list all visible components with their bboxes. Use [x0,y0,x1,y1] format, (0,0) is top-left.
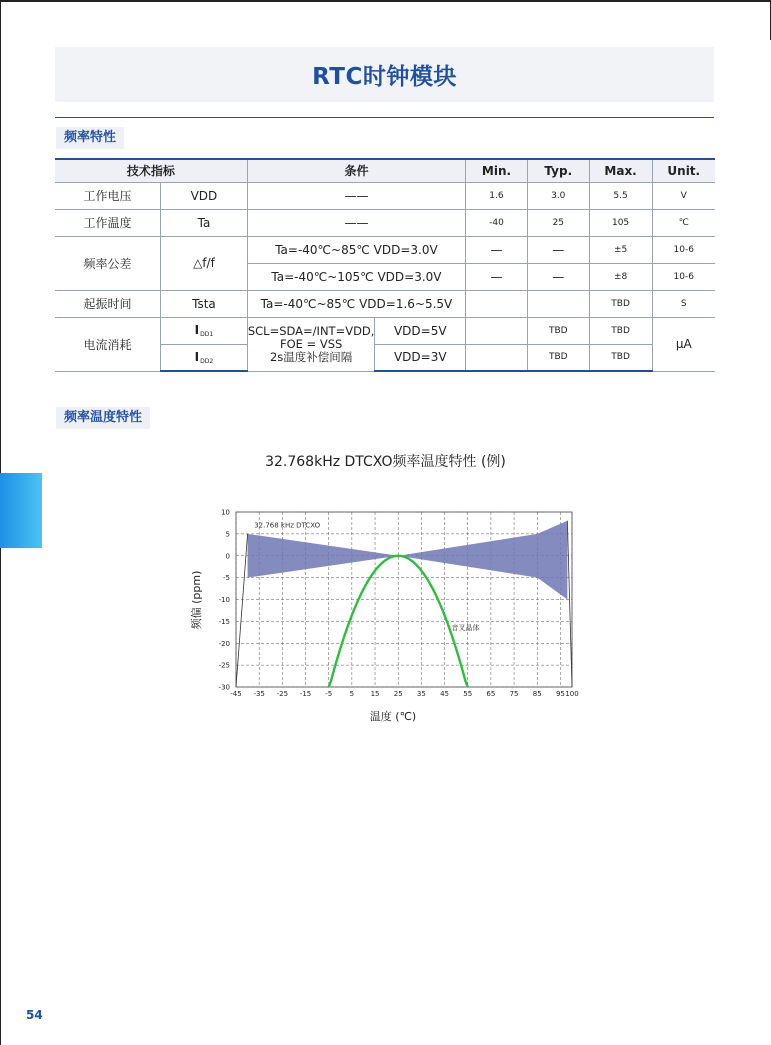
row-max: ±8 [589,263,652,290]
row-max: 105 [589,209,652,236]
row-unit: ℃ [652,209,715,236]
freq-temp-chart [180,500,600,730]
header-spec: 技术指标 [55,159,247,182]
y-tick-label: 10 [221,508,230,517]
title-rule [55,117,714,118]
page-title: RTC时钟模块 [312,64,457,90]
x-tick-label: 95 [555,690,565,698]
side-tab-marker [0,473,42,548]
page-number: 54 [26,1008,43,1022]
table-row [55,236,715,263]
x-tick-label: 100 [565,690,579,698]
table-row [55,182,715,209]
row-typ: TBD [527,317,589,344]
x-axis-label: 温度 (℃) [369,710,417,723]
x-tick-label: -45 [230,690,242,698]
page-frame-top [0,0,771,2]
row-name: 频率公差 [55,236,161,290]
row-typ: — [527,236,589,263]
row-unit: S [652,290,715,317]
row-vdd: VDD=5V [375,317,466,344]
row-name: 电流消耗 [55,317,161,371]
section-freq-temp: 频率温度特性 [56,407,150,429]
header-min: Min. [466,159,528,182]
row-typ [527,290,589,317]
row-unit: V [652,182,715,209]
x-tick-label: 5 [349,690,355,698]
x-tick-label: -15 [299,690,312,698]
row-max: TBD [589,290,652,317]
y-axis-label: 频偏 (ppm) [190,570,203,630]
x-tick-label: 45 [440,690,450,698]
row-symbol: $I_{DD1}$ [161,317,248,344]
header-max: Max. [589,159,652,182]
table-row [55,209,715,236]
row-symbol: △f/f [161,236,248,290]
row-unit: 10-6 [652,263,715,290]
annotation-tuning-fork: 音叉晶体 [451,624,480,633]
y-tick-label: -30 [218,683,230,692]
row-vdd: VDD=3V [375,344,466,371]
x-tick-label: 85 [532,690,542,698]
x-tick-label: 55 [463,690,473,698]
y-tick-label: -5 [223,574,230,583]
y-tick-label: -10 [218,596,230,604]
x-tick-label: 15 [370,690,380,698]
x-tick-label: 65 [486,690,496,698]
row-condition: Ta=-40℃~85℃ VDD=1.6~5.5V [247,290,465,317]
row-condition: —— [247,209,465,236]
x-tick-label: -35 [253,690,265,698]
x-tick-label: 25 [393,690,403,698]
x-tick-label: -25 [276,690,289,698]
row-name: 工作温度 [55,209,161,236]
header-typ: Typ. [527,159,589,182]
row-min [466,290,528,317]
x-tick-label: -5 [325,690,333,698]
row-min [466,317,528,344]
row-typ: 3.0 [527,182,589,209]
y-tick-label: 0 [225,552,230,561]
row-name: 起振时间 [55,290,161,317]
x-tick-label: 75 [509,690,519,698]
page-title-box [55,47,714,102]
row-typ: — [527,263,589,290]
row-condition: Ta=-40℃~85℃ VDD=3.0V [247,236,465,263]
row-min: — [466,236,528,263]
row-max: ±5 [589,236,652,263]
row-max: TBD [589,317,652,344]
x-tick-label: 35 [416,690,426,698]
row-min: -40 [466,209,528,236]
y-tick-label: 5 [225,530,230,539]
table-header-row [55,159,715,182]
row-name: 工作电压 [55,182,161,209]
header-unit: Unit. [652,159,715,182]
y-tick-label: -20 [218,639,230,648]
row-max: TBD [589,344,652,371]
spec-table [55,158,715,372]
row-condition: Ta=-40℃~105℃ VDD=3.0V [247,263,465,290]
row-condition-common: SCL=SDA=/INT=VDD, FOE = VSS 2s温度补偿间隔 [247,317,375,371]
row-min: 1.6 [466,182,528,209]
y-tick-label: -25 [218,661,230,670]
row-symbol: Tsta [161,290,248,317]
table-row [55,290,715,317]
row-max: 5.5 [589,182,652,209]
chart-title: 32.768kHz DTCXO频率温度特性 (例) [265,454,506,470]
row-min: — [466,263,528,290]
y-tick-label: -15 [218,617,230,626]
row-min [466,344,528,371]
row-symbol: $I_{DD2}$ [161,344,248,371]
row-unit: 10-6 [652,236,715,263]
header-condition: 条件 [247,159,465,182]
row-typ: TBD [527,344,589,371]
table-row [55,317,715,344]
row-condition: —— [247,182,465,209]
row-symbol: Ta [161,209,248,236]
annotation-dtcxo: 32.768 kHz DTCXO [254,521,321,530]
row-typ: 25 [527,209,589,236]
row-symbol: VDD [161,182,248,209]
section-freq-spec: 频率特性 [56,127,124,149]
row-unit: μA [652,317,715,371]
